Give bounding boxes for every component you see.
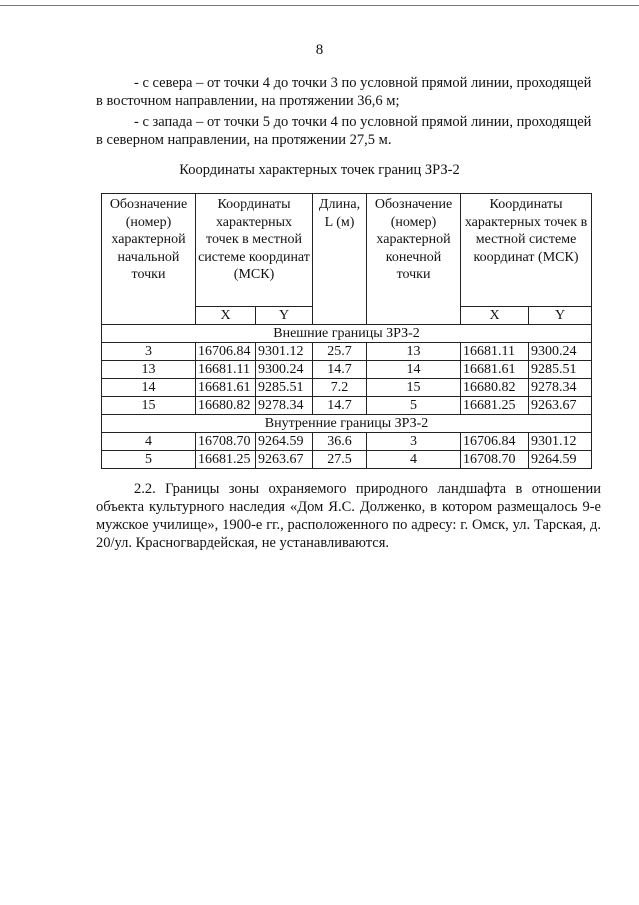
cell-length: 7.2 [313, 379, 367, 397]
table-row [102, 397, 592, 415]
cell-x-start: 16708.70 [196, 433, 256, 451]
cell-y-end: 9285.51 [529, 361, 592, 379]
cell-end-point: 5 [367, 397, 461, 415]
cell-x-end: 16706.84 [461, 433, 529, 451]
cell-start-point: 14 [102, 379, 196, 397]
table-header-row [102, 194, 592, 307]
cell-x-end: 16681.25 [461, 397, 529, 415]
header-x-start: X [196, 307, 256, 325]
paragraph-landscape-zone [96, 480, 601, 552]
cell-length: 14.7 [313, 361, 367, 379]
section-inner-row [102, 415, 592, 433]
section-outer-label: Внешние границы ЗРЗ-2 [102, 325, 592, 343]
top-rule [0, 5, 639, 6]
cell-y-end: 9301.12 [529, 433, 592, 451]
paragraph-west [96, 113, 601, 149]
cell-end-point: 4 [367, 451, 461, 469]
cell-y-start: 9285.51 [256, 379, 313, 397]
cell-y-end: 9263.67 [529, 397, 592, 415]
table-row [102, 361, 592, 379]
table-row [102, 451, 592, 469]
cell-end-point: 14 [367, 361, 461, 379]
cell-x-start: 16681.25 [196, 451, 256, 469]
cell-end-point: 15 [367, 379, 461, 397]
cell-x-start: 16680.82 [196, 397, 256, 415]
table-row [102, 433, 592, 451]
cell-y-end: 9300.24 [529, 343, 592, 361]
cell-y-start: 9301.12 [256, 343, 313, 361]
cell-y-start: 9300.24 [256, 361, 313, 379]
header-end-point: Обозначение (номер) характерной конечной точки [367, 194, 461, 325]
header-coords-start: Координаты характерных точек в местной системе координат (МСК) [196, 194, 313, 307]
cell-length: 36.6 [313, 433, 367, 451]
header-coords-end: Координаты характерных точек в местной системе координат (МСК) [461, 194, 592, 307]
header-y-start: Y [256, 307, 313, 325]
header-start-point: Обозначение (номер) характерной начальной точки [102, 194, 196, 325]
paragraph-north-text: - с севера – от точки 4 до точки 3 по условной прямой линии, проходящей в восточном направлении, на протяжении 36,6 м; [96, 75, 592, 109]
cell-length: 27.5 [313, 451, 367, 469]
cell-x-end: 16681.11 [461, 343, 529, 361]
cell-start-point: 3 [102, 343, 196, 361]
cell-y-end: 9264.59 [529, 451, 592, 469]
cell-x-end: 16681.61 [461, 361, 529, 379]
cell-y-end: 9278.34 [529, 379, 592, 397]
paragraph-west-text: - с запада – от точки 5 до точки 4 по условной прямой линии, проходящей в северном направлении, на протяжении 27,5 м. [96, 114, 592, 148]
table-row [102, 343, 592, 361]
cell-start-point: 15 [102, 397, 196, 415]
cell-length: 25.7 [313, 343, 367, 361]
cell-end-point: 3 [367, 433, 461, 451]
table-caption: Координаты характерных точек границ ЗРЗ-2 [179, 162, 460, 178]
cell-x-end: 16708.70 [461, 451, 529, 469]
cell-start-point: 5 [102, 451, 196, 469]
cell-length: 14.7 [313, 397, 367, 415]
cell-y-start: 9278.34 [256, 397, 313, 415]
cell-start-point: 4 [102, 433, 196, 451]
cell-x-end: 16680.82 [461, 379, 529, 397]
section-inner-label: Внутренние границы ЗРЗ-2 [102, 415, 592, 433]
cell-end-point: 13 [367, 343, 461, 361]
page-number: 8 [315, 42, 324, 58]
section-outer-row [102, 325, 592, 343]
header-x-end: X [461, 307, 529, 325]
cell-x-start: 16681.61 [196, 379, 256, 397]
header-y-end: Y [529, 307, 592, 325]
header-length: Длина, L (м) [313, 194, 367, 325]
cell-y-start: 9264.59 [256, 433, 313, 451]
cell-y-start: 9263.67 [256, 451, 313, 469]
table-row [102, 379, 592, 397]
coordinates-table [101, 193, 592, 469]
cell-x-start: 16681.11 [196, 361, 256, 379]
paragraph-north [96, 74, 601, 110]
cell-start-point: 13 [102, 361, 196, 379]
cell-x-start: 16706.84 [196, 343, 256, 361]
paragraph-landscape-zone-text: 2.2. Границы зоны охраняемого природного ландшафта в отношении объекта культурного наследия «Дом Я.С. Долженко, в котором размещалось 9-е мужское училище», 1900-е гг., расположенного по адресу: г. Омск, ул. Тарская, д. 20/ул. Красногвардейская, не устанавливаются. [96, 481, 601, 551]
